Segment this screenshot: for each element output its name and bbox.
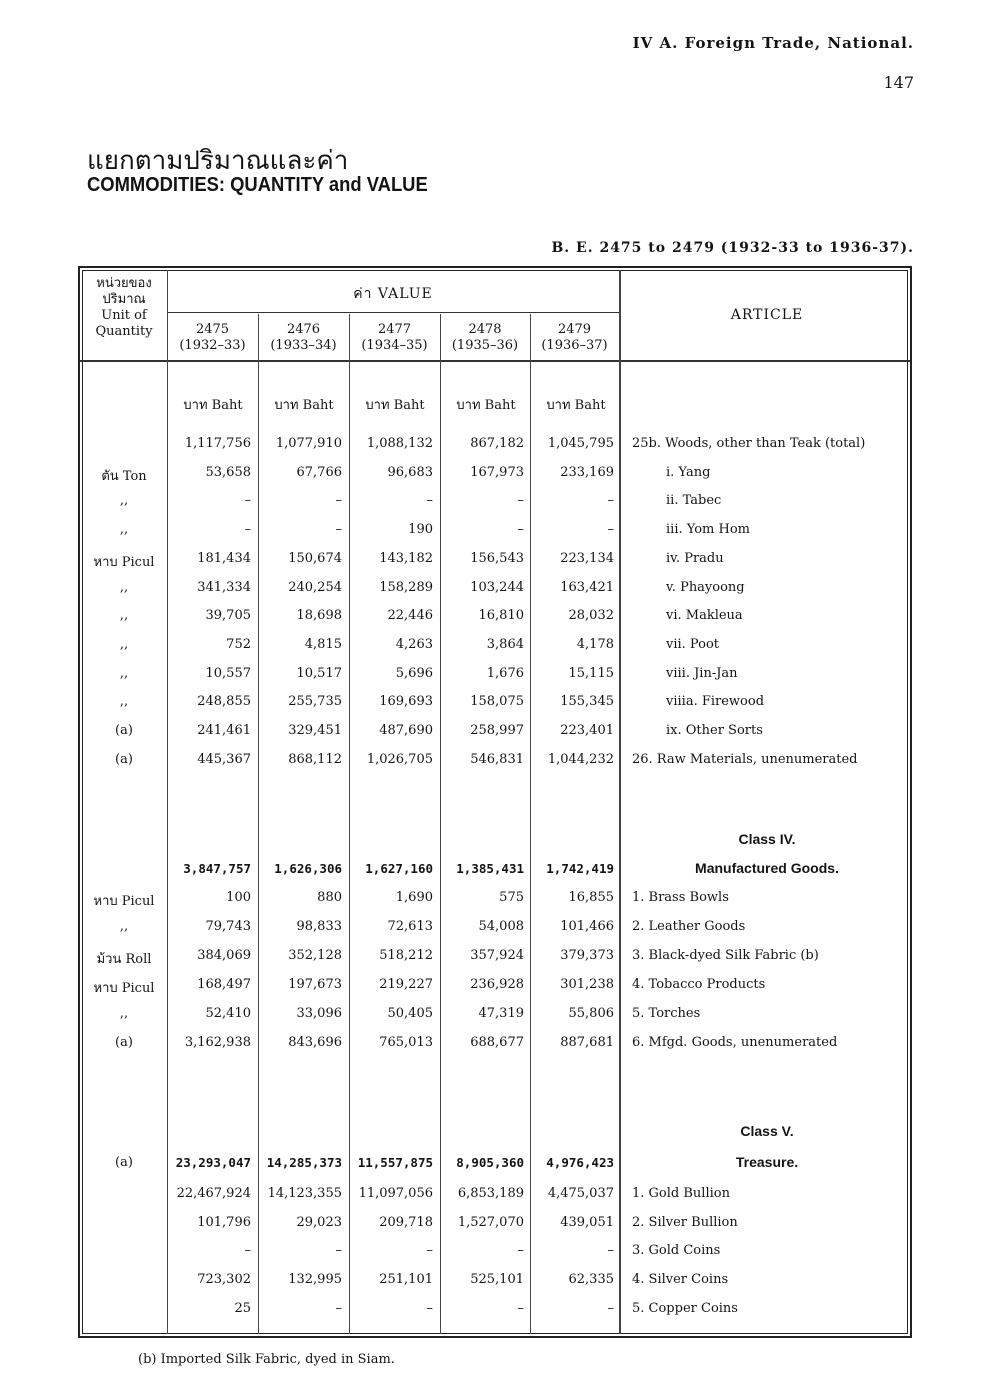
value-cell: 101,796 [197,1215,251,1230]
value-cell: 167,973 [470,465,524,480]
table-row [0,1183,990,1205]
value-cell: 18,698 [296,608,342,623]
year-ad: (1935–36) [451,338,519,353]
value-cell: – [607,493,614,508]
value-cell: – [517,522,524,537]
value-cell: 219,227 [379,977,433,992]
value-cell: 11,557,875 [357,1155,433,1170]
table-row [0,974,990,996]
unit-cell: ,, [119,637,129,652]
table-row [0,1212,990,1234]
value-cell: 4,263 [395,637,433,652]
value-cell: 209,718 [379,1215,433,1230]
value-header-rule [167,312,619,313]
unit-cell: ,, [119,666,129,681]
article-header: ARTICLE [730,307,804,323]
value-cell: 688,677 [470,1035,524,1050]
value-cell: – [244,1243,251,1258]
value-cell: – [607,1243,614,1258]
year-ad: (1932–33) [179,338,246,353]
value-cell: – [335,493,342,508]
value-cell: 3,864 [486,637,524,652]
value-cell: 329,451 [288,723,342,738]
article-cell: vi. Makleua [666,608,743,623]
value-cell: 240,254 [288,580,342,595]
value-cell: 1,385,431 [456,861,524,876]
article-cell: viiia. Firewood [666,694,765,709]
unit-cell: (a) [115,1155,133,1170]
year-be: 2478 [468,322,502,337]
value-cell: 3,162,938 [184,1035,251,1050]
year-ad: (1936–37) [541,338,608,353]
year-ad: (1934–35) [361,338,428,353]
value-cell: 357,924 [470,948,524,963]
unit-cell: ,, [119,493,129,508]
article-cell: 25b. Woods, other than Teak (total) [632,436,866,451]
section-header: IV A. Foreign Trade, National. [632,34,914,52]
article-cell: iii. Yom Hom [666,522,750,537]
value-cell: 575 [499,890,524,905]
value-cell: 101,466 [560,919,614,934]
value-cell: 1,627,160 [365,861,433,876]
value-cell: – [335,1301,342,1316]
value-cell: 62,335 [568,1272,614,1287]
article-cell: 4. Silver Coins [632,1272,729,1287]
year-be: 2476 [286,322,321,337]
value-cell: 236,928 [470,977,524,992]
value-cell: 72,613 [387,919,433,934]
value-cell: 301,238 [560,977,614,992]
table-row [0,433,990,455]
table-row [0,1269,990,1291]
value-cell: 867,182 [470,436,524,451]
value-cell: 379,373 [560,948,614,963]
value-cell: 843,696 [288,1035,342,1050]
article-cell: 5. Copper Coins [632,1301,738,1316]
unit-cell: หาบ Picul [93,555,155,570]
value-cell: 10,517 [296,666,342,681]
value-cell: 352,128 [288,948,342,963]
value-header: ค่า VALUE [353,286,433,302]
unit-header [80,276,168,340]
value-cell: 8,905,360 [456,1155,524,1170]
value-cell: 445,367 [197,752,251,767]
value-cell: 258,997 [470,723,524,738]
period-label: B. E. 2475 to 2479 (1932-33 to 1936-37). [551,240,914,256]
table-row [0,605,990,627]
value-cell: 100 [226,890,251,905]
value-cell: 251,101 [379,1272,433,1287]
value-cell: 4,815 [304,637,342,652]
article-cell: 2. Leather Goods [632,919,746,934]
article-cell: ii. Tabec [666,493,722,508]
value-cell: 150,674 [288,551,342,566]
unit-cell: ตัน Ton [101,469,147,484]
value-cell: 1,527,070 [457,1215,524,1230]
value-cell: 525,101 [470,1272,524,1287]
unit-cell: ,, [119,580,129,595]
article-cell: ix. Other Sorts [666,723,763,738]
table-row [0,691,990,713]
page-title-thai: แยกตามปริมาณและค่า [87,146,349,176]
article-cell: 3. Black-dyed Silk Fabric (b) [632,948,819,963]
value-cell: 190 [408,522,433,537]
article-cell: 5. Torches [632,1006,701,1021]
unit-header-thai-1: หน่วยของ [96,276,152,291]
table-row [0,634,990,656]
value-cell: 233,169 [560,465,614,480]
value-cell: 384,069 [197,948,251,963]
value-cell: 518,212 [379,948,433,963]
value-cell: 487,690 [379,723,433,738]
value-cell: 168,497 [197,977,251,992]
table-row [0,945,990,967]
value-cell: 39,705 [205,608,251,623]
year-header-4 [530,322,619,354]
unit-cell: หาบ Picul [93,894,155,909]
table-row [0,462,990,484]
header-bottom-rule [80,360,910,362]
section-heading: Class IV. [738,831,796,847]
value-cell: 29,023 [296,1215,342,1230]
table-row [0,720,990,742]
value-cell: 22,467,924 [176,1186,251,1201]
unit-cell: หาบ Picul [93,981,155,996]
value-cell: 132,995 [288,1272,342,1287]
table-row [0,887,990,909]
value-cell: 10,557 [205,666,251,681]
value-cell: 255,735 [288,694,342,709]
value-cell: 14,285,373 [266,1155,342,1170]
year-header-3 [440,322,530,354]
table-row [0,663,990,685]
value-cell: 1,626,306 [274,861,342,876]
table-row [0,829,990,851]
currency-label: บาท Baht [546,398,606,413]
value-cell: 33,096 [296,1006,342,1021]
article-cell: 6. Mfgd. Goods, unenumerated [632,1035,838,1050]
table-row [0,519,990,541]
value-cell: – [607,522,614,537]
year-be: 2477 [377,322,412,337]
value-cell: 1,676 [486,666,524,681]
value-cell: 1,045,795 [547,436,614,451]
value-cell: 143,182 [379,551,433,566]
value-cell: 163,421 [560,580,614,595]
value-cell: 880 [317,890,342,905]
value-cell: – [517,1243,524,1258]
table-row [0,1152,990,1174]
value-cell: 868,112 [288,752,342,767]
value-cell: 155,345 [560,694,614,709]
value-cell: – [244,493,251,508]
currency-label: บาท Baht [365,398,425,413]
article-cell: iv. Pradu [666,551,724,566]
value-cell: 546,831 [470,752,524,767]
value-cell: 723,302 [197,1272,251,1287]
year-header-1 [258,322,349,354]
value-cell: 11,097,056 [358,1186,433,1201]
unit-cell: ,, [119,919,129,934]
value-cell: 181,434 [197,551,251,566]
value-cell: 103,244 [470,580,524,595]
value-cell: 52,410 [205,1006,251,1021]
unit-cell: (a) [115,1035,133,1050]
section-heading: Treasure. [735,1154,799,1170]
value-cell: 1,044,232 [547,752,614,767]
year-header-0 [167,322,258,354]
article-cell: v. Phayoong [666,580,745,595]
article-cell: 26. Raw Materials, unenumerated [632,752,858,767]
col-divider-article [619,270,621,1334]
unit-cell: ,, [119,694,129,709]
value-cell: 53,658 [205,465,251,480]
value-cell: 25 [234,1301,251,1316]
table-row [0,548,990,570]
value-cell: 16,810 [478,608,524,623]
value-cell: 223,134 [560,551,614,566]
article-cell: 1. Gold Bullion [632,1186,730,1201]
value-cell: 1,077,910 [275,436,342,451]
article-cell: 2. Silver Bullion [632,1215,738,1230]
value-cell: 14,123,355 [267,1186,342,1201]
value-cell: 54,008 [478,919,524,934]
table-row [0,916,990,938]
value-cell: 1,026,705 [366,752,433,767]
value-cell: 96,683 [387,465,433,480]
table-row [0,1003,990,1025]
value-cell: 98,833 [296,919,342,934]
value-cell: – [607,1301,614,1316]
value-cell: 4,178 [576,637,614,652]
value-cell: 6,853,189 [457,1186,524,1201]
value-cell: 3,847,757 [183,861,251,876]
table-row [0,1240,990,1262]
value-cell: 1,742,419 [546,861,614,876]
value-cell: – [426,1243,433,1258]
value-cell: 197,673 [288,977,342,992]
currency-label: บาท Baht [183,398,243,413]
value-cell: – [335,522,342,537]
year-be: 2479 [557,322,592,337]
unit-cell: ,, [119,608,129,623]
value-cell: 341,334 [197,580,251,595]
value-cell: 23,293,047 [175,1155,251,1170]
section-heading: Manufactured Goods. [695,860,839,876]
value-cell: 55,806 [568,1006,614,1021]
value-cell: – [244,522,251,537]
value-cell: – [335,1243,342,1258]
article-cell: 3. Gold Coins [632,1243,721,1258]
value-cell: 79,743 [205,919,251,934]
value-cell: 169,693 [379,694,433,709]
value-cell: 1,088,132 [366,436,433,451]
currency-label: บาท Baht [456,398,516,413]
table-row [0,577,990,599]
table-row [0,1032,990,1054]
value-cell: – [426,1301,433,1316]
value-cell: – [517,1301,524,1316]
value-cell: 1,117,756 [184,436,251,451]
value-cell: 223,401 [560,723,614,738]
section-heading: Class V. [740,1123,794,1139]
page-title: COMMODITIES: QUANTITY and VALUE [87,174,428,196]
footnote: (b) Imported Silk Fabric, dyed in Siam. [138,1352,395,1367]
value-cell: 5,696 [395,666,433,681]
value-cell: 752 [226,637,251,652]
unit-cell: (a) [115,752,133,767]
year-ad: (1933–34) [270,338,337,353]
value-cell: 15,115 [568,666,614,681]
value-cell: 241,461 [197,723,251,738]
value-cell: – [426,493,433,508]
page-number: 147 [883,73,914,92]
value-cell: – [517,493,524,508]
table-row [0,490,990,512]
table-frame [78,266,912,1338]
value-cell: 1,690 [395,890,433,905]
article-cell: 4. Tobacco Products [632,977,766,992]
unit-cell: ,, [119,1006,129,1021]
value-cell: 47,319 [478,1006,524,1021]
unit-header-en-2: Quantity [95,324,153,339]
unit-cell: (a) [115,723,133,738]
table-row [0,858,990,880]
col-divider-unit [167,270,168,1334]
unit-header-en-1: Unit of [101,308,147,323]
currency-label: บาท Baht [274,398,334,413]
unit-cell: ม้วน Roll [96,952,152,967]
value-cell: 248,855 [197,694,251,709]
table-row [0,749,990,771]
table-row [0,1121,990,1143]
table-row [0,1298,990,1320]
value-cell: 158,289 [379,580,433,595]
value-cell: 158,075 [470,694,524,709]
unit-header-thai-2: ปริมาณ [102,292,146,307]
value-cell: 67,766 [296,465,342,480]
value-cell: 887,681 [560,1035,614,1050]
value-cell: 4,475,037 [547,1186,614,1201]
value-cell: 765,013 [379,1035,433,1050]
article-cell: 1. Brass Bowls [632,890,729,905]
article-cell: i. Yang [666,465,711,480]
year-header-2 [349,322,440,354]
value-cell: 156,543 [470,551,524,566]
value-cell: 50,405 [387,1006,433,1021]
value-cell: 22,446 [387,608,433,623]
article-cell: viii. Jin-Jan [666,666,738,681]
value-cell: 16,855 [568,890,614,905]
unit-cell: ,, [119,522,129,537]
article-cell: vii. Poot [666,637,720,652]
value-cell: 28,032 [568,608,614,623]
value-cell: 439,051 [560,1215,614,1230]
value-cell: 4,976,423 [546,1155,614,1170]
year-be: 2475 [195,322,230,337]
